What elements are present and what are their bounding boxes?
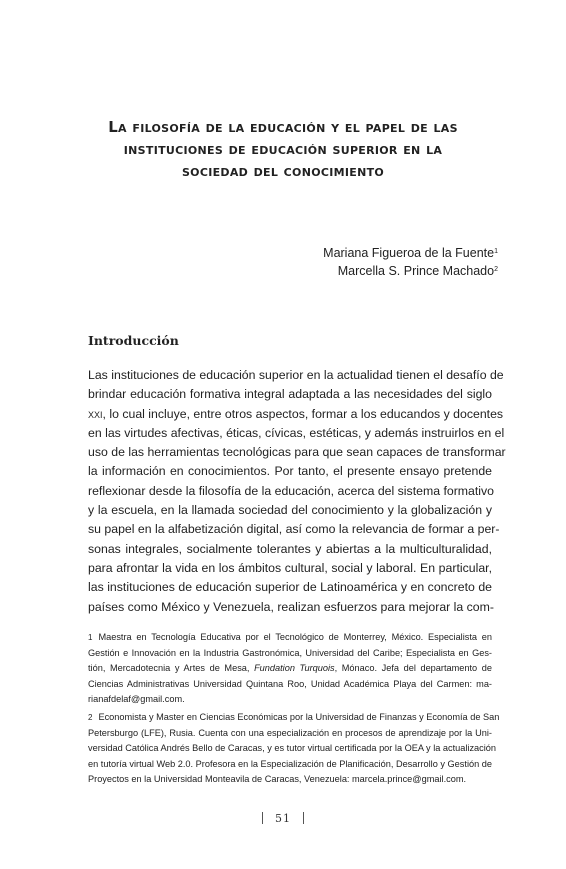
- body-line: las instituciones de educación superior de Latinoamérica y en concreto de: [88, 580, 492, 595]
- footnote-line: Gestión e Innovación en la Industria Gastronómica, Universidad del Caribe; Especialista en Ges-: [88, 647, 492, 658]
- footnotes: [88, 630, 500, 790]
- footnote-number: 2: [88, 712, 93, 722]
- body-line: reflexionar desde la filosofía de la educación, acerca del sistema formativo: [88, 483, 495, 498]
- footnote-line: 1 Maestra en Tecnología Educativa por el Tecnológico de Monterrey, México. Especialista en: [88, 632, 492, 642]
- body-paragraph: [88, 366, 506, 617]
- body-line: su papel en la alfabetización digital, así como la relevancia de formar a per-: [88, 522, 500, 537]
- italic-name: Fundation Turquois: [254, 663, 335, 674]
- footnote-mark: 1: [494, 248, 498, 255]
- footnote-mark: 2: [494, 266, 498, 273]
- body-line: brindar educación formativa integral adaptada a las necesidades del siglo: [88, 387, 492, 402]
- title-line: La filosofía de la educación y el papel de las: [108, 118, 458, 136]
- title-line: instituciones de educación superior en la: [123, 140, 443, 158]
- separator-bar: [303, 812, 304, 824]
- author-name: Mariana Figueroa de la Fuente: [323, 246, 495, 260]
- body-line: uso de las herramientas tecnológicas para que sean capaces de transformar: [88, 445, 506, 460]
- footnote-number: 1: [88, 633, 93, 642]
- title-line: sociedad del conocimiento: [181, 162, 385, 180]
- chapter-title: [60, 116, 506, 182]
- footnote-line: rianafdelaf@gmail.com.: [88, 694, 185, 705]
- body-line: en las virtudes afectivas, éticas, cívicas, estéticas, y además instruirlos en el: [88, 425, 505, 440]
- author: [323, 244, 498, 262]
- author-name: Marcella S. Prince Machado: [337, 264, 495, 278]
- footnote-line: Ciencias Administrativas Universidad Quintana Roo, Unidad Académica Playa del Carmen: ma-: [88, 678, 492, 689]
- body-line: la información en conocimientos. Por tanto, el presente ensayo pretende: [88, 464, 492, 479]
- body-line: sonas integrales, socialmente tolerantes y abiertas a la multiculturalidad,: [88, 541, 492, 556]
- footnote-line: 2 Economista y Master en Ciencias Económicas por la Universidad de Finanzas y Economía de San: [88, 711, 500, 722]
- footnote-line: tión, Mercadotecnia y Artes de Mesa, Fundation Turquois, Mónaco. Jefa del departamento de: [88, 663, 492, 674]
- footnote-line: Petersburgo (LFE), Rusia. Cuenta con una especialización en procesos de aprendizaje por la Uni-: [88, 727, 492, 738]
- author-list: [323, 244, 498, 280]
- body-line: países como México y Venezuela, realizan esfuerzos para mejorar la com-: [88, 599, 494, 614]
- section-heading: Introducción: [88, 333, 179, 348]
- footnote-line: Proyectos en la Universidad Monteavila de Caracas, Venezuela: marcela.prince@gmail.com.: [88, 774, 467, 785]
- page-number-text: 51: [275, 812, 291, 825]
- footnote-line: versidad Católica Andrés Bello de Caracas, y es tutor virtual certificada por la OEA y la actualización: [88, 743, 497, 754]
- footnote: [88, 630, 492, 708]
- footnote: [88, 710, 500, 788]
- separator-bar: [262, 812, 263, 824]
- body-line: para afrontar la vida en los ámbitos cultural, social y laboral. En particular,: [88, 560, 492, 575]
- page-number: [0, 812, 566, 825]
- body-line: xxi, lo cual incluye, entre otros aspectos, formar a los educandos y docentes: [88, 406, 504, 421]
- footnote-line: en tutoría virtual Web 2.0. Profesora en la Especialización de Planificación, Desarrollo y Gestión de: [88, 758, 492, 769]
- author: [323, 262, 498, 280]
- body-line: y la escuela, en la llamada sociedad del conocimiento y la globalización y: [88, 503, 492, 518]
- body-line: Las instituciones de educación superior en la actualidad tienen el desafío de: [88, 368, 504, 382]
